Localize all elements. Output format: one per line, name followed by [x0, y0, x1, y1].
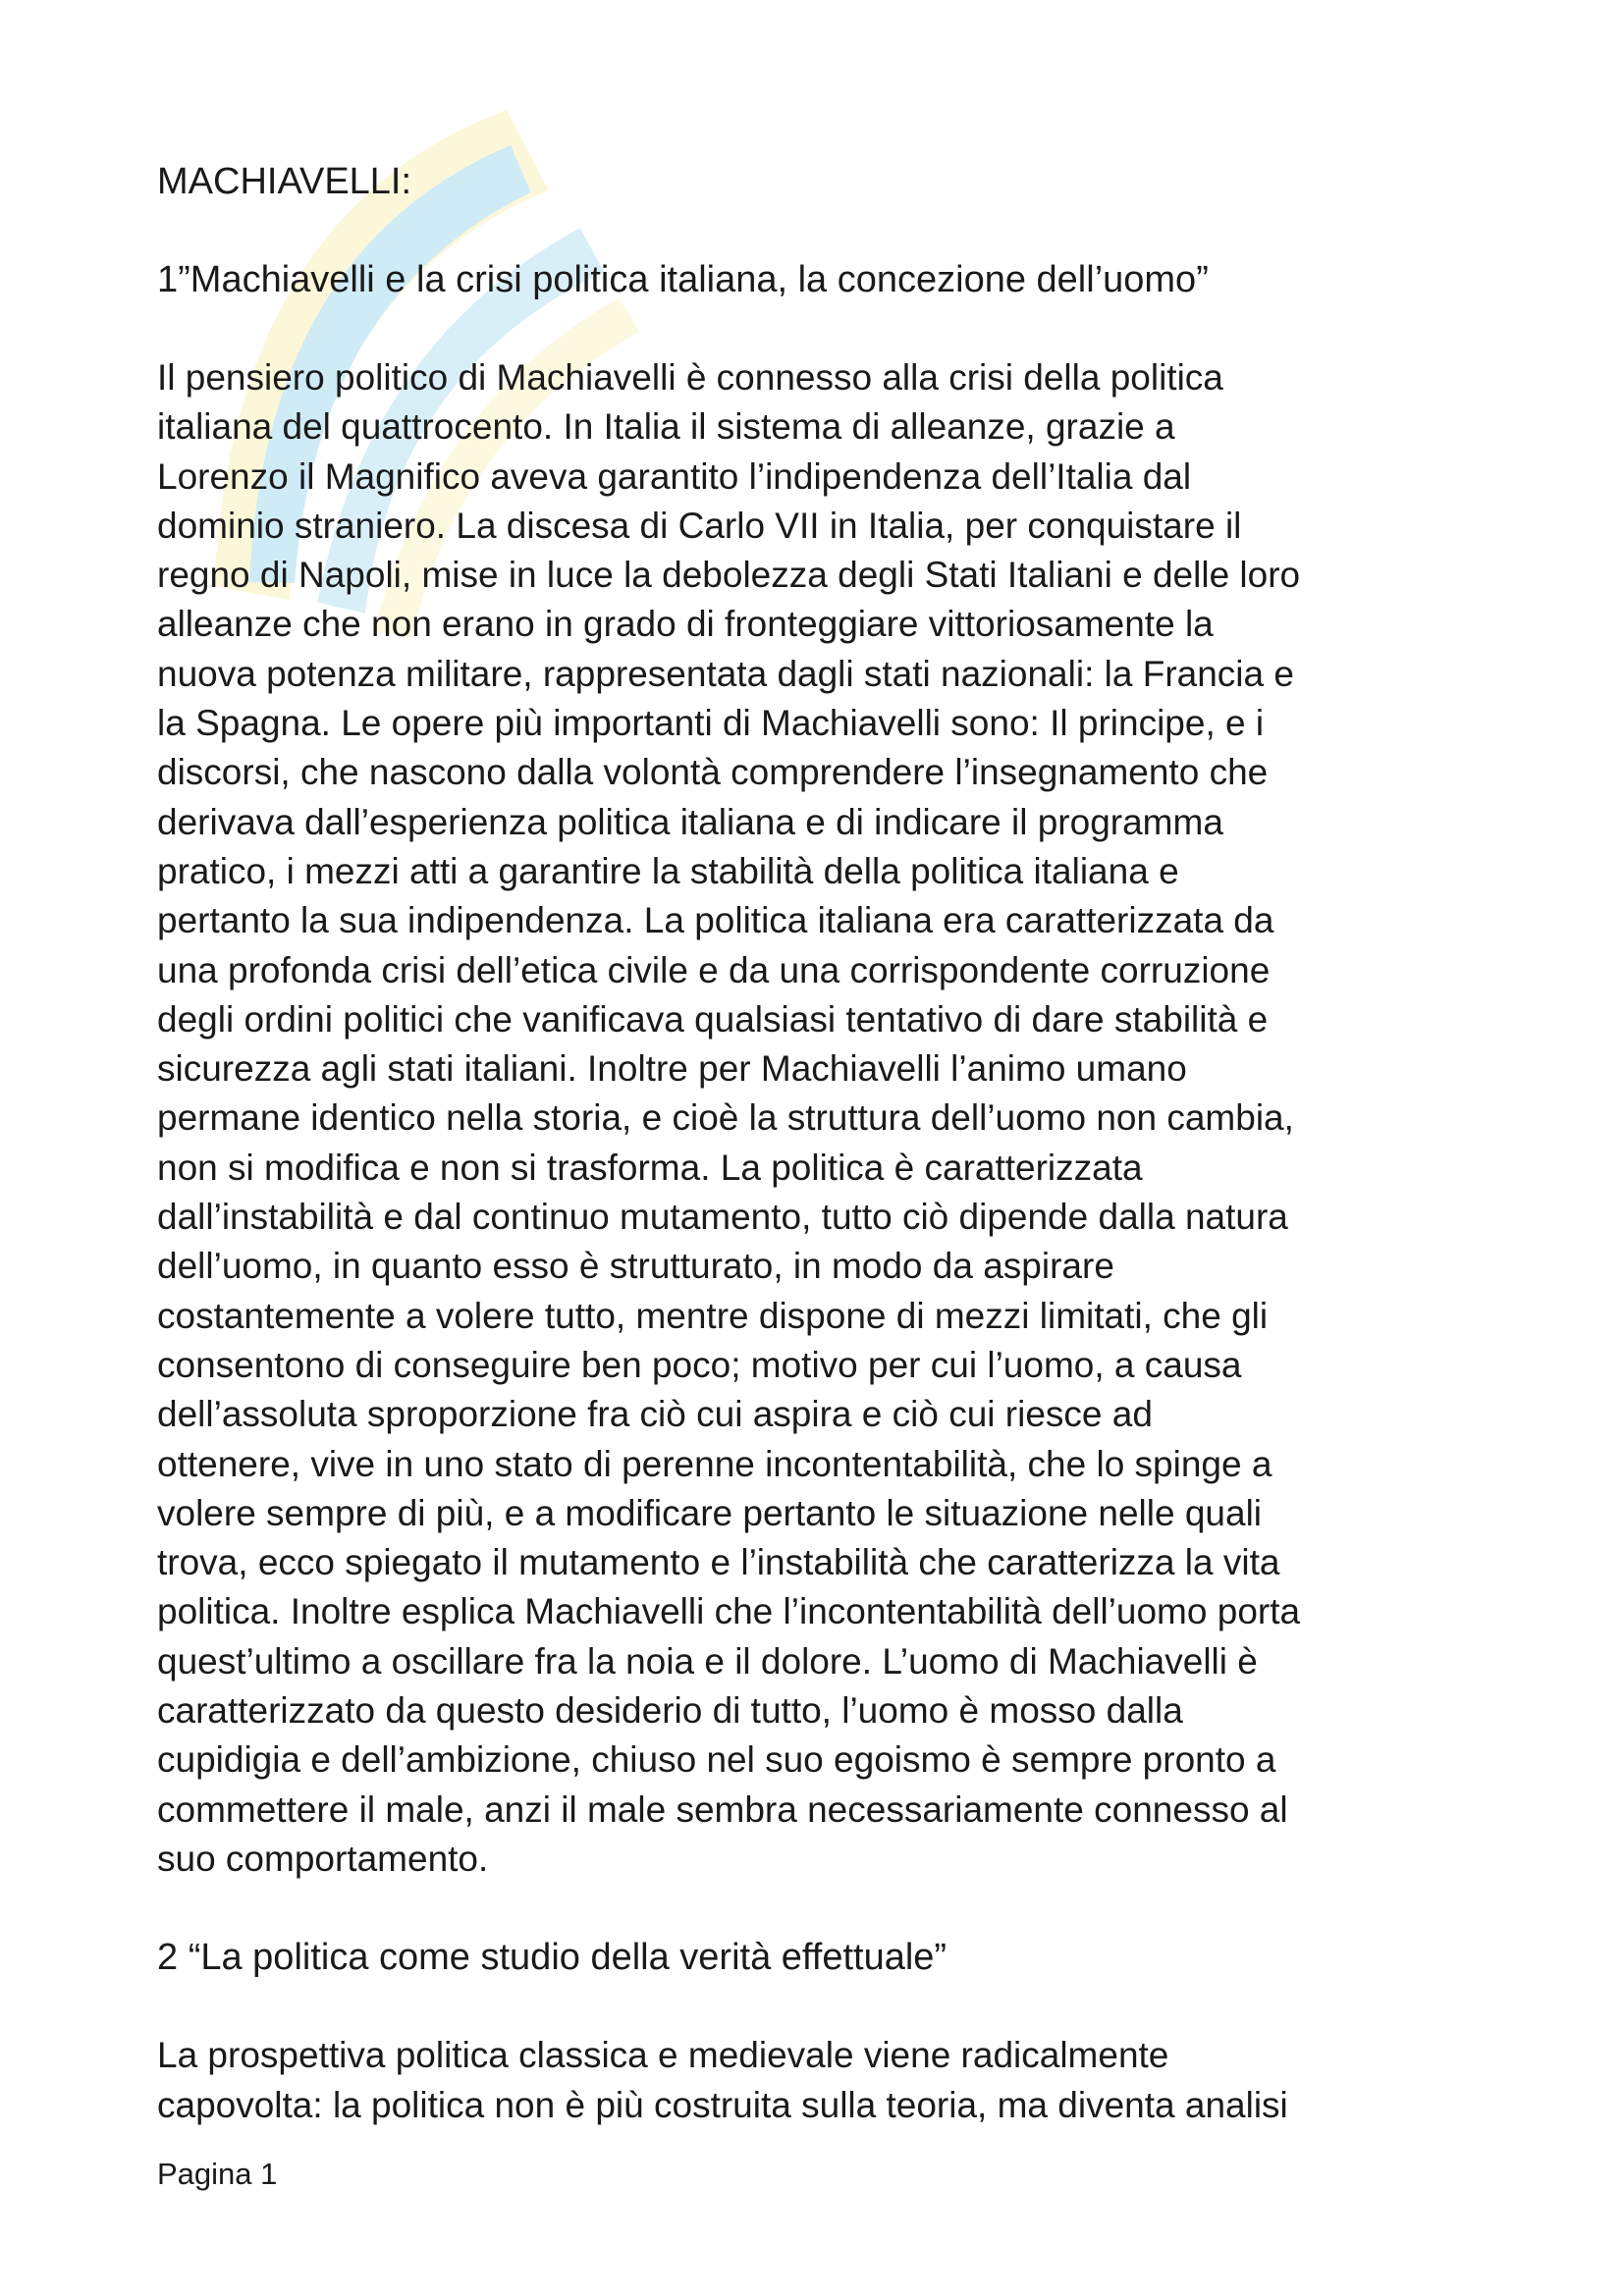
- document-title: MACHIAVELLI:: [157, 161, 412, 202]
- section-2-paragraph: La prospettiva politica classica e medievale viene radicalmente capovolta: la politica non è più costruita sulla teoria, ma diventa analisi: [157, 2035, 1288, 2125]
- section-1-heading: 1”Machiavelli e la crisi politica italiana, la concezione dell’uomo”: [157, 259, 1209, 300]
- page-number: Pagina 1: [157, 2157, 278, 2191]
- document-body: [157, 157, 1492, 2130]
- section-1-paragraph: Il pensiero politico di Machiavelli è connesso alla crisi della politica italiana del quattrocento. In Italia il sistema di alleanze, grazie a Lorenzo il Magnifico aveva garantito l’indipendenza dell’Italia dal dominio straniero. La discesa di Carlo VII in Italia, per conquistare il regno di Napoli, mise in luce la debolezza degli Stati Italiani e delle loro alleanze che non erano in grado di fronteggiare vittoriosamente la nuova potenza militare, rappresentata dagli stati nazionali: la Francia e la Spagna. Le opere più importanti di Machiavelli sono: Il principe, e i discorsi, che nascono dalla volontà comprendere l’insegnamento che derivava dall’esperienza politica italiana e di indicare il programma pratico, i mezzi atti a garantire la stabilità della politica italiana e pertanto la sua indipendenza. La politica italiana era caratterizzata da una profonda crisi dell’etica civile e da una corrispondente corruzione degli ordini politici che vanificava qualsiasi tentativo di dare stabilità e sicurezza agli stati italiani. Inoltre per Machiavelli l’animo umano permane identico nella storia, e cioè la struttura dell’uomo non cambia, non si modifica e non si trasforma. La politica è caratterizzata dall’instabilità e dal continuo mutamento, tutto ciò dipende dalla natura dell’uomo, in quanto esso è strutturato, in modo da aspirare costantemente a volere tutto, mentre dispone di mezzi limitati, che gli consentono di conseguire ben poco; motivo per cui l’uomo, a causa dell’assoluta sproporzione fra ciò cui aspira e ciò cui riesce ad ottenere, vive in uno stato di perenne incontentabilità, che lo spinge a volere sempre di più, e a modificare pertanto le situazione nelle quali trova, ecco spiegato il mutamento e l’instabilità che caratterizza la vita politica. Inoltre esplica Machiavelli che l’incontentabilità dell’uomo porta quest’ultimo a oscillare fra la noia e il dolore. L’uomo di Machiavelli è caratterizzato da questo desiderio di tutto, l’uomo è mosso dalla cupidigia e dell’ambizione, chiuso nel suo egoismo è sempre pronto a commettere il male, anzi il male sembra necessariamente connesso al suo comportamento.: [157, 357, 1301, 1879]
- section-2-heading: 2 “La politica come studio della verità effettuale”: [157, 1937, 947, 1979]
